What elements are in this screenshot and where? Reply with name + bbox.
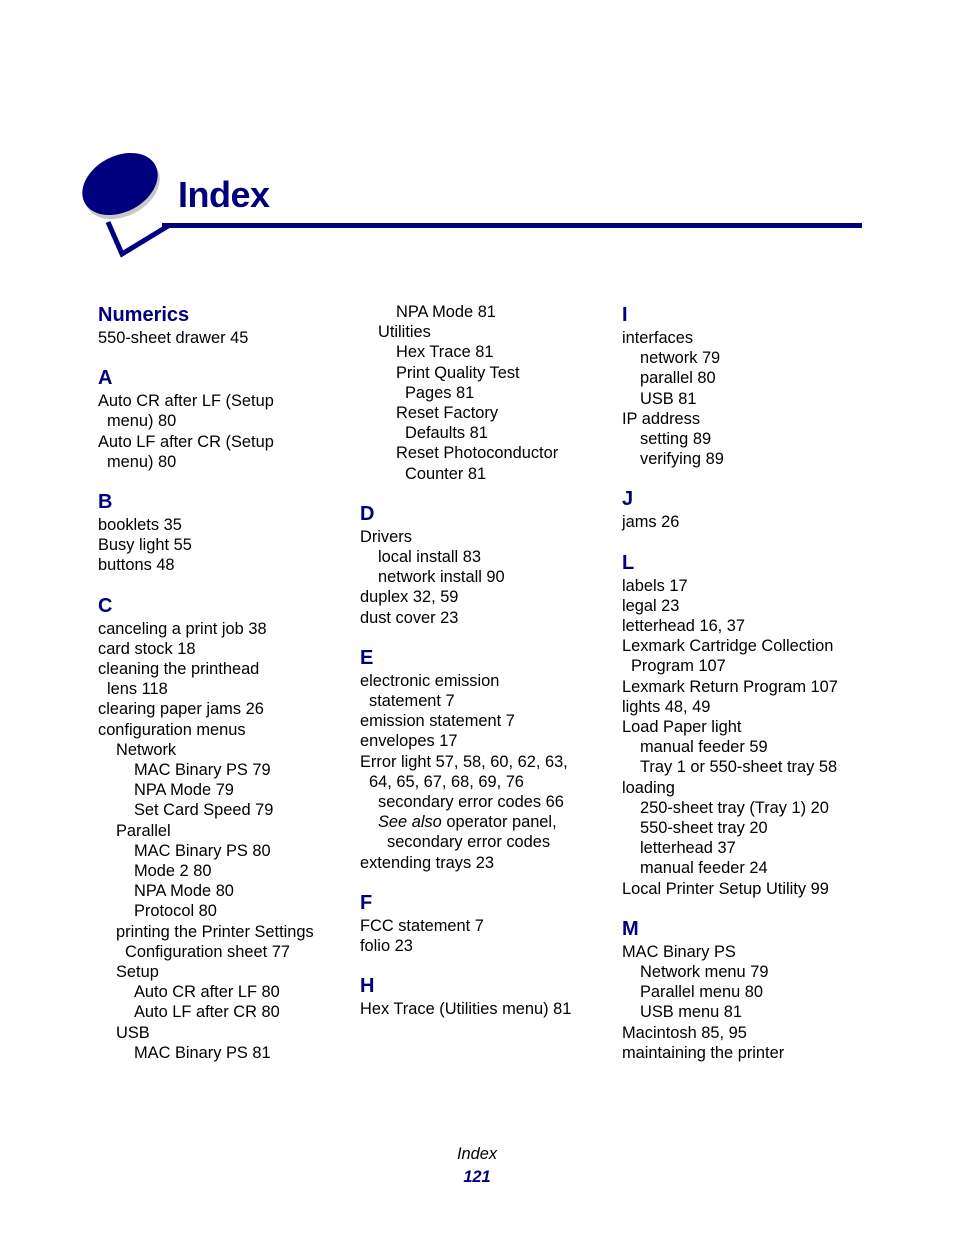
index-entry-text: labels 17	[622, 576, 688, 595]
section-heading: F	[360, 891, 373, 914]
index-entry	[622, 656, 872, 676]
index-entry	[360, 567, 610, 587]
index-entry	[622, 512, 872, 532]
index-entry	[360, 587, 610, 607]
index-entry	[622, 879, 872, 899]
index-entry-text: FCC statement 7	[360, 916, 484, 935]
section-heading: J	[622, 488, 634, 511]
index-entry	[98, 391, 348, 411]
index-entry	[98, 535, 348, 555]
index-entry-text: letterhead 16, 37	[622, 617, 746, 636]
index-entry-text: operator panel,	[446, 813, 557, 832]
index-entry-text: Lexmark Cartridge Collection	[622, 637, 834, 656]
index-entry	[622, 717, 872, 737]
index-column-1	[98, 302, 348, 1080]
index-entry-text: Drivers	[360, 527, 412, 546]
index-entry-text: Lexmark Return Program 107	[622, 677, 838, 696]
index-section	[98, 302, 348, 348]
index-entry	[622, 576, 872, 596]
index-entry	[360, 731, 610, 751]
index-entry-text: secondary error codes 66	[378, 793, 564, 812]
index-entry-text: 550-sheet tray 20	[640, 819, 768, 838]
index-entry	[98, 861, 348, 881]
index-entry	[360, 772, 610, 792]
index-entry-text: duplex 32, 59	[360, 588, 459, 607]
index-section	[622, 302, 872, 469]
index-entry	[622, 1023, 872, 1043]
index-entry-text: 64, 65, 67, 68, 69, 76	[369, 772, 524, 791]
index-entry-text: NPA Mode 81	[396, 303, 496, 321]
index-entry	[622, 1043, 872, 1063]
index-column-3	[622, 302, 872, 1080]
index-entry-text: Pages 81	[405, 383, 475, 402]
index-section	[360, 973, 610, 1019]
index-entry	[360, 363, 610, 383]
index-entry-text: Busy light 55	[98, 536, 192, 555]
section-heading: E	[360, 646, 374, 669]
index-entry	[622, 757, 872, 777]
index-entry	[622, 368, 872, 388]
index-entry-text: canceling a print job 38	[98, 619, 267, 638]
blue-oval-checkmark-icon	[70, 140, 170, 260]
index-entry	[360, 711, 610, 731]
index-section	[360, 890, 610, 956]
index-entry	[360, 608, 610, 628]
index-entry-text: NPA Mode 80	[134, 882, 234, 901]
index-entry	[622, 838, 872, 858]
index-entry-text: local install 83	[378, 548, 481, 567]
index-section	[360, 302, 610, 484]
index-entry-text: IP address	[622, 409, 701, 428]
index-entry-text: Reset Factory	[396, 404, 499, 423]
index-entry	[622, 798, 872, 818]
index-entry	[622, 982, 872, 1002]
section-heading: A	[98, 367, 113, 390]
see-also-label: See also	[378, 813, 442, 832]
index-entry-text: clearing paper jams 26	[98, 700, 264, 719]
index-entry	[98, 452, 348, 472]
index-entry	[622, 737, 872, 757]
index-section	[622, 916, 872, 1063]
index-entry-text: USB	[116, 1023, 150, 1042]
index-entry	[360, 999, 610, 1019]
index-entry	[360, 383, 610, 403]
index-entry-text: buttons 48	[98, 556, 175, 575]
index-entry	[98, 328, 348, 348]
index-entry	[360, 302, 610, 322]
index-entry-text: folio 23	[360, 937, 413, 956]
index-entry-text: USB 81	[640, 389, 697, 408]
index-entry	[98, 800, 348, 820]
index-entry	[360, 832, 610, 852]
index-entry	[622, 429, 872, 449]
index-entry	[622, 389, 872, 409]
index-entry	[622, 449, 872, 469]
index-entry-text: envelopes 17	[360, 732, 458, 751]
index-entry	[622, 697, 872, 717]
index-entry	[360, 464, 610, 484]
index-entry-text: Auto CR after LF 80	[134, 983, 280, 1002]
index-entry-text: Auto LF after CR (Setup	[98, 432, 274, 451]
index-entry	[622, 1002, 872, 1022]
index-entry-text: maintaining the printer	[622, 1043, 785, 1062]
index-entry-text: interfaces	[622, 329, 694, 347]
footer-label: Index	[456, 1145, 498, 1163]
index-entry-text: manual feeder 59	[640, 738, 768, 757]
index-entry	[98, 699, 348, 719]
index-entry	[98, 555, 348, 575]
index-entry	[98, 740, 348, 760]
index-entry	[360, 342, 610, 362]
index-entry	[360, 812, 610, 832]
index-entry	[98, 942, 348, 962]
index-entry	[360, 916, 610, 936]
index-entry-text: NPA Mode 79	[134, 781, 234, 800]
index-entry-text: manual feeder 24	[640, 859, 768, 878]
index-entry	[360, 443, 610, 463]
index-entry-text: MAC Binary PS 81	[134, 1043, 271, 1062]
index-entry	[622, 818, 872, 838]
index-section	[360, 645, 610, 873]
section-heading: B	[98, 491, 113, 514]
index-entry-text: Network menu 79	[640, 963, 769, 982]
index-entry	[98, 760, 348, 780]
index-entry	[622, 409, 872, 429]
index-entry	[622, 596, 872, 616]
index-entry-text: MAC Binary PS 79	[134, 761, 271, 780]
index-entry	[622, 677, 872, 697]
index-entry	[98, 432, 348, 452]
index-entry-text: letterhead 37	[640, 839, 736, 858]
index-section	[622, 550, 872, 899]
index-entry	[98, 962, 348, 982]
index-entry	[98, 821, 348, 841]
index-entry-text: menu) 80	[107, 412, 177, 431]
page-title: Index	[178, 174, 270, 215]
index-entry	[98, 881, 348, 901]
index-entry	[98, 982, 348, 1002]
index-entry-text: USB menu 81	[640, 1003, 743, 1022]
index-entry	[98, 619, 348, 639]
index-entry-text: configuration menus	[98, 720, 246, 739]
index-entry-text: 250-sheet tray (Tray 1) 20	[640, 798, 829, 817]
section-heading: L	[622, 551, 635, 574]
index-entry	[98, 515, 348, 535]
index-entry-text: legal 23	[622, 596, 680, 615]
index-entry-text: emission statement 7	[360, 712, 515, 731]
index-entry	[360, 752, 610, 772]
index-entry	[622, 778, 872, 798]
section-heading: D	[360, 502, 375, 525]
section-heading: I	[622, 304, 628, 326]
index-entry-text: Auto CR after LF (Setup	[98, 392, 274, 411]
index-entry-text: Program 107	[631, 657, 726, 676]
index-entry	[360, 423, 610, 443]
index-entry	[622, 962, 872, 982]
index-entry-text: extending trays 23	[360, 853, 494, 872]
index-entry	[98, 1002, 348, 1022]
index-entry-text: Configuration sheet 77	[125, 942, 290, 961]
index-entry-text: Utilities	[378, 323, 431, 342]
index-column-2	[360, 302, 610, 1036]
index-entry	[622, 942, 872, 962]
index-entry	[98, 1023, 348, 1043]
index-entry	[360, 691, 610, 711]
index-entry-text: Setup	[116, 963, 159, 982]
index-entry-text: setting 89	[640, 430, 712, 449]
index-entry	[360, 322, 610, 342]
index-entry-text: cleaning the printhead	[98, 660, 260, 679]
index-entry-text: Tray 1 or 550-sheet tray 58	[640, 758, 838, 777]
index-entry-text: jams 26	[622, 513, 680, 532]
index-entry-text: dust cover 23	[360, 608, 459, 627]
index-entry-text: Print Quality Test	[396, 363, 520, 382]
index-entry-text: Auto LF after CR 80	[134, 1003, 280, 1022]
index-entry	[622, 858, 872, 878]
index-entry	[98, 679, 348, 699]
index-entry-text: Defaults 81	[405, 424, 488, 443]
section-heading: M	[622, 917, 639, 940]
index-entry-text: Hex Trace 81	[396, 343, 494, 362]
index-entry	[360, 853, 610, 873]
index-entry-text: secondary error codes	[387, 833, 551, 852]
index-entry-text: Parallel	[116, 821, 171, 840]
index-section	[98, 365, 348, 472]
index-entry-text: printing the Printer Settings	[116, 922, 314, 941]
index-entry-text: 550-sheet drawer 45	[98, 329, 249, 347]
index-entry	[98, 411, 348, 431]
index-entry	[360, 547, 610, 567]
index-entry	[360, 671, 610, 691]
page-number: 121	[463, 1168, 491, 1186]
index-entry-text: Macintosh 85, 95	[622, 1023, 747, 1042]
index-section	[622, 486, 872, 532]
index-entry	[622, 328, 872, 348]
title-rule	[162, 223, 862, 228]
section-heading: C	[98, 594, 113, 617]
index-entry-text: Local Printer Setup Utility 99	[622, 879, 829, 898]
index-entry	[98, 639, 348, 659]
index-entry-text: electronic emission	[360, 671, 500, 690]
index-entry-text: Load Paper light	[622, 718, 742, 737]
index-entry-text: verifying 89	[640, 450, 724, 469]
index-entry-text: Counter 81	[405, 464, 487, 483]
index-entry-text: Parallel menu 80	[640, 983, 764, 1002]
index-entry	[360, 403, 610, 423]
index-entry	[622, 636, 872, 656]
index-entry	[98, 901, 348, 921]
index-entry-text: network install 90	[378, 568, 505, 587]
index-entry-text: MAC Binary PS	[622, 942, 736, 961]
index-entry-text: Protocol 80	[134, 902, 217, 921]
index-entry-text: Set Card Speed 79	[134, 801, 274, 820]
index-entry-text: parallel 80	[640, 369, 716, 388]
index-entry	[98, 1043, 348, 1063]
index-entry	[98, 780, 348, 800]
index-entry	[98, 720, 348, 740]
section-heading: Numerics	[98, 304, 190, 326]
index-entry	[360, 527, 610, 547]
index-entry	[98, 659, 348, 679]
index-entry-text: Network	[116, 740, 177, 759]
index-section	[360, 501, 610, 628]
index-entry-text: Hex Trace (Utilities menu) 81	[360, 1000, 572, 1019]
index-entry-text: card stock 18	[98, 639, 196, 658]
index-entry-text: loading	[622, 778, 675, 797]
index-entry-text: MAC Binary PS 80	[134, 841, 271, 860]
index-entry	[98, 922, 348, 942]
index-entry-text: statement 7	[369, 692, 455, 711]
index-entry	[622, 348, 872, 368]
index-entry	[98, 841, 348, 861]
index-entry-text: lens 118	[107, 680, 168, 699]
index-entry	[360, 792, 610, 812]
section-heading: H	[360, 975, 375, 998]
index-section	[98, 593, 348, 1063]
index-entry-text: Error light 57, 58, 60, 62, 63,	[360, 752, 568, 771]
index-entry-text: Reset Photoconductor	[396, 444, 559, 463]
index-entry-text: Mode 2 80	[134, 862, 212, 881]
index-entry-text: menu) 80	[107, 452, 177, 471]
index-entry-text: booklets 35	[98, 516, 182, 535]
index-entry-text: network 79	[640, 349, 721, 368]
index-section	[98, 489, 348, 576]
index-entry-text: lights 48, 49	[622, 697, 711, 716]
index-entry	[622, 616, 872, 636]
index-entry	[360, 936, 610, 956]
